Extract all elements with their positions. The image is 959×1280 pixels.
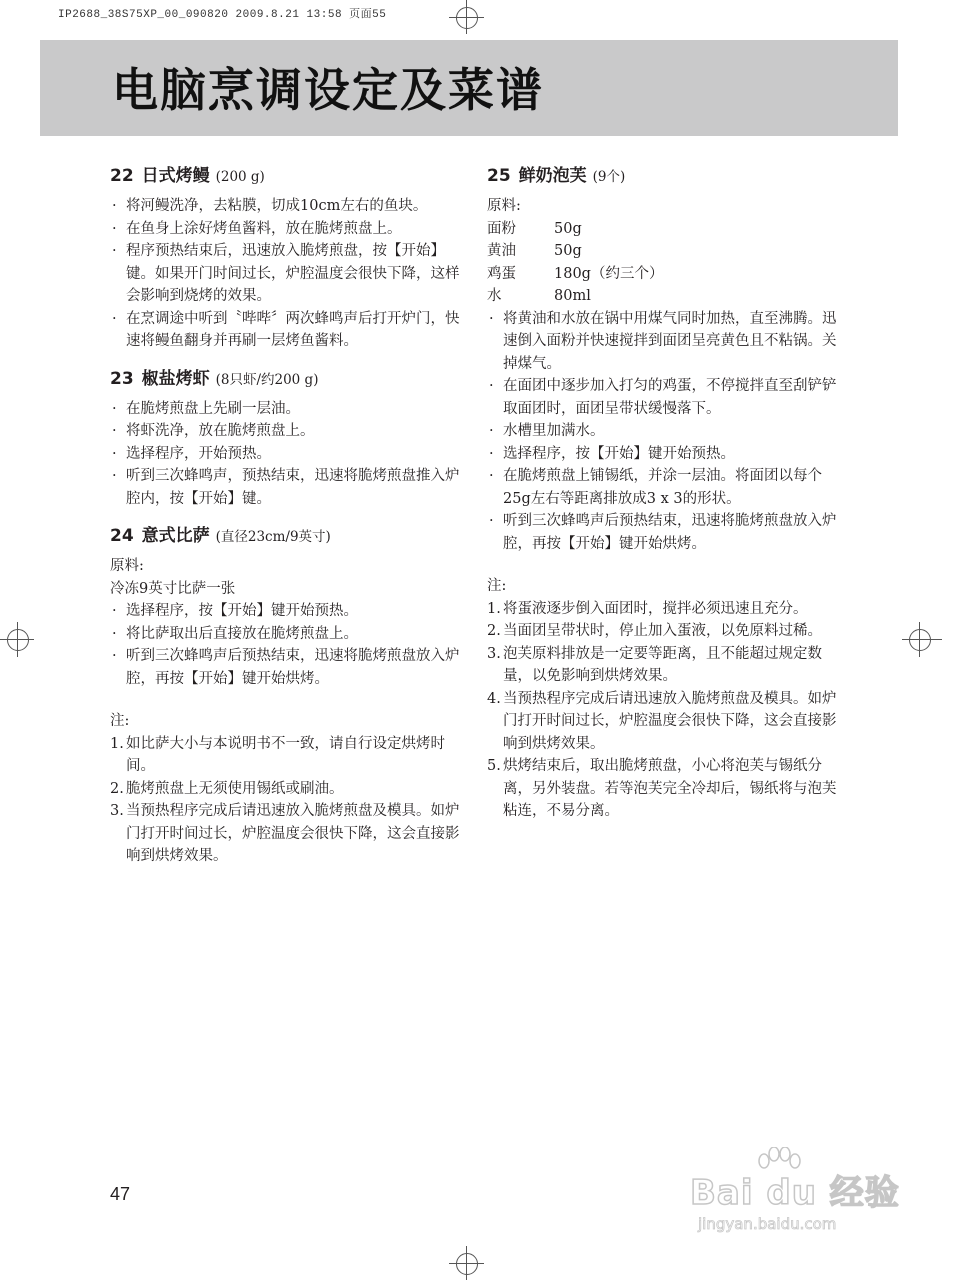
page-title: 电脑烹调设定及菜谱 (112, 63, 544, 117)
note-item (487, 620, 837, 643)
step-item: · 在鱼身上涂好烤鱼酱料，放在脆烤煎盘上。 (110, 218, 460, 241)
note-number: 3. (487, 645, 501, 662)
note-text: 当面团呈带状时，停止加入蛋液，以免原料过稀。 (503, 623, 822, 639)
recipe-name: 意式比萨 (141, 526, 210, 546)
note-number: 3. (110, 803, 124, 819)
title-banner (40, 40, 898, 136)
recipe-steps (487, 308, 837, 556)
ingredients-label: 原料: (110, 558, 144, 574)
page-number: 47 (110, 1184, 131, 1204)
recipe-number: 24 (110, 526, 134, 546)
note-text: 烘烤结束后，取出脆烤煎盘，小心将泡芙与锡纸分离，另外装盘。若等泡芙完全冷却后，锡纸将与泡芙粘连，不易分离。 (503, 758, 837, 819)
recipe-quantity: (8只虾/约200 g) (215, 371, 319, 388)
note-text: 当预热程序完成后请迅速放入脆烤煎盘及模具。如炉门打开时间过长，炉腔温度会很快下降，这会直接影响到烘烤效果。 (503, 690, 837, 752)
baidu-watermark (690, 1143, 910, 1243)
note-number: 1. (487, 600, 501, 617)
notes-label: 注: (487, 578, 507, 594)
note-number: 4. (487, 690, 501, 707)
note-text: 脆烤煎盘上无须使用锡纸或刷油。 (126, 780, 344, 797)
ingredient-amount: 180g（约三个） (554, 265, 664, 282)
note-text: 如比萨大小与本说明书不一致，请自行设定烘烤时间。 (126, 735, 445, 774)
step-item: · 水槽里加满水。 (487, 420, 837, 443)
recipe-name: 椒盐烤虾 (141, 368, 210, 389)
recipe-steps (110, 195, 460, 353)
notes-list (110, 733, 460, 868)
note-number: 1. (110, 735, 124, 752)
step-item: · 将河鳗洗净，去粘膜，切成10cm左右的鱼块。 (110, 195, 460, 218)
recipe-quantity: (9个) (592, 169, 626, 185)
step-item: · 选择程序，开始预热。 (110, 443, 460, 466)
step-item: · 在脆烤煎盘上铺锡纸，并涂一层油。将面团以每个25g左右等距离排放成3 x 3的形状。 (487, 465, 837, 510)
note-item (110, 800, 460, 868)
recipe-title (110, 524, 460, 549)
recipe-number: 23 (110, 368, 134, 389)
step-item: · 听到三次蜂鸣声后预热结束，迅速将脆烤煎盘放入炉腔，再按【开始】键开始烘烤。 (110, 645, 460, 690)
note-item (110, 778, 460, 801)
ingredient-row (487, 240, 837, 263)
notes-label: 注: (110, 713, 130, 729)
step-item: · 在面团中逐步加入打匀的鸡蛋，不停搅拌直至刮铲铲取面团时，面团呈带状缓慢落下。 (487, 375, 837, 420)
recipe-title (487, 164, 837, 189)
step-item: · 选择程序，按【开始】键开始预热。 (487, 443, 837, 466)
note-item (487, 598, 837, 621)
note-item (110, 733, 460, 778)
note-number: 5. (487, 758, 501, 774)
watermark-url: jingyan.baidu.com (698, 1215, 837, 1233)
step-item: · 听到三次蜂鸣声，预热结束，迅速将脆烤煎盘推入炉腔内，按【开始】键。 (110, 465, 460, 510)
recipe-22 (110, 164, 460, 353)
left-column (110, 164, 460, 882)
step-item: · 在脆烤煎盘上先刷一层油。 (110, 398, 460, 421)
note-item (487, 688, 837, 756)
notes-list (487, 598, 837, 823)
ingredients-label: 原料: (487, 198, 521, 214)
ingredient-name: 鸡蛋 (487, 265, 516, 282)
ingredient-row (487, 263, 837, 286)
recipe-steps (110, 398, 460, 511)
recipe-title (110, 367, 460, 392)
ingredient-row (487, 285, 837, 308)
note-number: 2. (487, 623, 501, 639)
recipe-quantity: (200 g) (215, 169, 265, 185)
recipe-23 (110, 367, 460, 511)
ingredient-amount: 50g (554, 243, 582, 259)
recipe-number: 25 (487, 166, 511, 186)
recipe-title (110, 164, 460, 189)
recipe-24 (110, 524, 460, 868)
recipe-name: 日式烤鳗 (141, 166, 210, 186)
note-item (487, 643, 837, 688)
step-item: · 在烹调途中听到〝哔哔〞两次蜂鸣声后打开炉门，快速将鳗鱼翻身并再刷一层烤鱼酱料。 (110, 308, 460, 353)
step-item: · 将黄油和水放在锅中用煤气同时加热，直至沸腾。迅速倒入面粉并快速搅拌到面团呈亮黄色且不粘锅。关掉煤气。 (487, 308, 837, 376)
recipe-25 (487, 164, 837, 823)
right-column (487, 164, 837, 837)
ingredient-name: 水 (487, 288, 502, 304)
watermark-brand: Bai du 经验 (690, 1173, 900, 1213)
recipe-number: 22 (110, 166, 134, 186)
step-item: · 将虾洗净，放在脆烤煎盘上。 (110, 420, 460, 443)
note-number: 2. (110, 780, 124, 797)
ingredient-row (487, 218, 837, 241)
note-text: 泡芙原料排放是一定要等距离，且不能超过规定数量，以免影响到烘烤效果。 (503, 645, 822, 684)
recipe-name: 鲜奶泡芙 (518, 166, 587, 186)
recipe-steps (110, 600, 460, 690)
note-text: 将蛋液逐步倒入面团时，搅拌必须迅速且充分。 (503, 600, 808, 617)
ingredient-line: 冷冻9英寸比萨一张 (110, 580, 236, 597)
note-item (487, 755, 837, 823)
note-text: 当预热程序完成后请迅速放入脆烤煎盘及模具。如炉门打开时间过长，炉腔温度会很快下降，这会直接影响到烘烤效果。 (126, 803, 460, 864)
step-item: · 选择程序，按【开始】键开始预热。 (110, 600, 460, 623)
ingredient-amount: 80ml (554, 288, 591, 304)
ingredient-amount: 50g (554, 220, 582, 237)
step-item: · 将比萨取出后直接放在脆烤煎盘上。 (110, 623, 460, 646)
recipe-quantity: (直径23cm/9英寸) (215, 529, 331, 545)
step-item: · 听到三次蜂鸣声后预热结束，迅速将脆烤煎盘放入炉腔，再按【开始】键开始烘烤。 (487, 510, 837, 555)
print-header: IP2688_38S75XP_00_090820 2009.8.21 13:58 页面55 (58, 9, 387, 21)
ingredient-name: 黄油 (487, 243, 516, 259)
step-item: · 程序预热结束后，迅速放入脆烤煎盘，按【开始】键。如果开门时间过长，炉腔温度会很快下降，这样会影响到烧烤的效果。 (110, 240, 460, 308)
ingredient-name: 面粉 (487, 220, 516, 237)
